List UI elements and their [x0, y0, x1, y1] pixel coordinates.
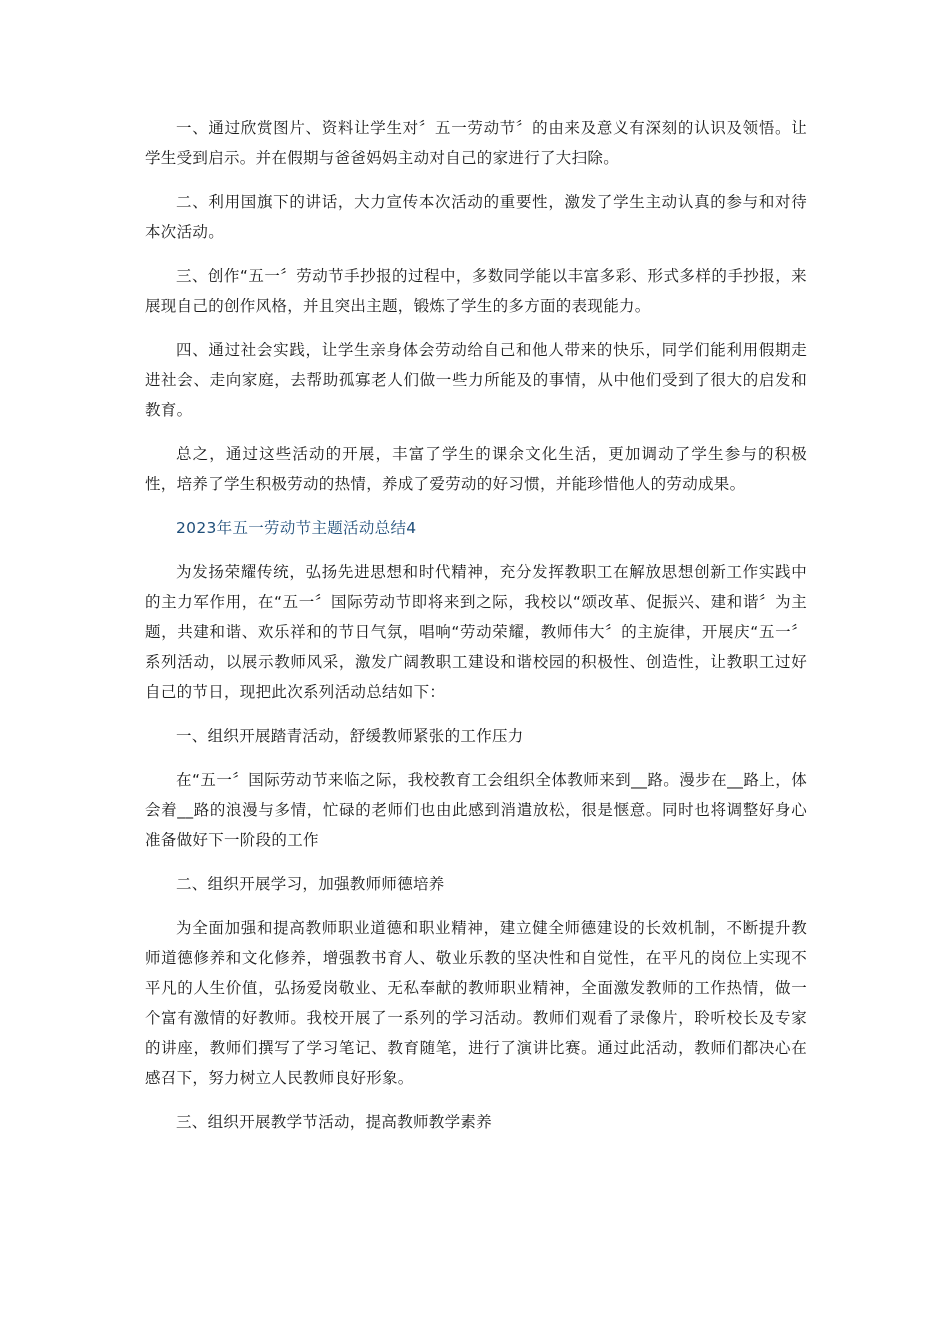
paragraph-2: 二、利用国旗下的讲话，大力宣传本次活动的重要性，激发了学生主动认真的参与和对待本次活动。: [145, 193, 807, 241]
paragraph-1: 一、通过欣赏图片、资料让学生对〞五一劳动节〞的由来及意义有深刻的认识及领悟。让学生受到启示。并在假期与爸爸妈妈主动对自己的家进行了大扫除。: [145, 119, 807, 167]
subheading-2: 二、组织开展学习，加强教师师德培养: [176, 875, 445, 893]
paragraph-7: 在“五一〞国际劳动节来临之际，我校教育工会组织全体教师来到__路。漫步在__路上，体会着__路的浪漫与多情，忙碌的老师们也由此感到消遣放松，很是惬意。同时也将调整好身心准备做好下一阶段的工作: [145, 771, 807, 849]
paragraph-5: 总之，通过这些活动的开展，丰富了学生的课余文化生活，更加调动了学生参与的积极性，培养了学生积极劳动的热情，养成了爱劳动的好习惯，并能珍惜他人的劳动成果。: [145, 445, 807, 493]
document-body: [145, 113, 807, 1151]
paragraph-4: 四、通过社会实践，让学生亲身体会劳动给自己和他人带来的快乐，同学们能利用假期走进社会、走向家庭，去帮助孤寡老人们做一些力所能及的事情，从中他们受到了很大的启发和教育。: [145, 341, 807, 419]
subheading-1: 一、组织开展踏青活动，舒缓教师紧张的工作压力: [176, 727, 524, 745]
paragraph-3: 三、创作“五一〞劳动节手抄报的过程中，多数同学能以丰富多彩、形式多样的手抄报，来展现自己的创作风格，并且突出主题，锻炼了学生的多方面的表现能力。: [145, 267, 807, 315]
subheading-3: 三、组织开展教学节活动，提高教师教学素养: [176, 1113, 493, 1131]
paragraph-6: 为发扬荣耀传统，弘扬先进思想和时代精神，充分发挥教职工在解放思想创新工作实践中的主力军作用，在“五一〞国际劳动节即将来到之际，我校以“颂改革、促振兴、建和谐〞为主题，共建和谐、欢乐祥和的节日气氛，唱响“劳动荣耀，教师伟大〞的主旋律，开展庆“五一〞系列活动，以展示教师风采，激发广阔教职工建设和谐校园的积极性、创造性，让教职工过好自己的节日，现把此次系列活动总结如下：: [145, 563, 807, 701]
section-heading: 2023年五一劳动节主题活动总结4: [176, 519, 417, 537]
paragraph-8: 为全面加强和提高教师职业道德和职业精神，建立健全师德建设的长效机制，不断提升教师道德修养和文化修养，增强教书育人、敬业乐教的坚决性和自觉性，在平凡的岗位上实现不平凡的人生价值，弘扬爱岗敬业、无私奉献的教师职业精神，全面激发教师的工作热情，做一个富有激情的好教师。我校开展了一系列的学习活动。教师们观看了录像片，聆听校长及专家的讲座，教师们撰写了学习笔记、教育随笔，进行了演讲比赛。通过此活动，教师们都决心在感召下，努力树立人民教师良好形象。: [145, 919, 807, 1087]
